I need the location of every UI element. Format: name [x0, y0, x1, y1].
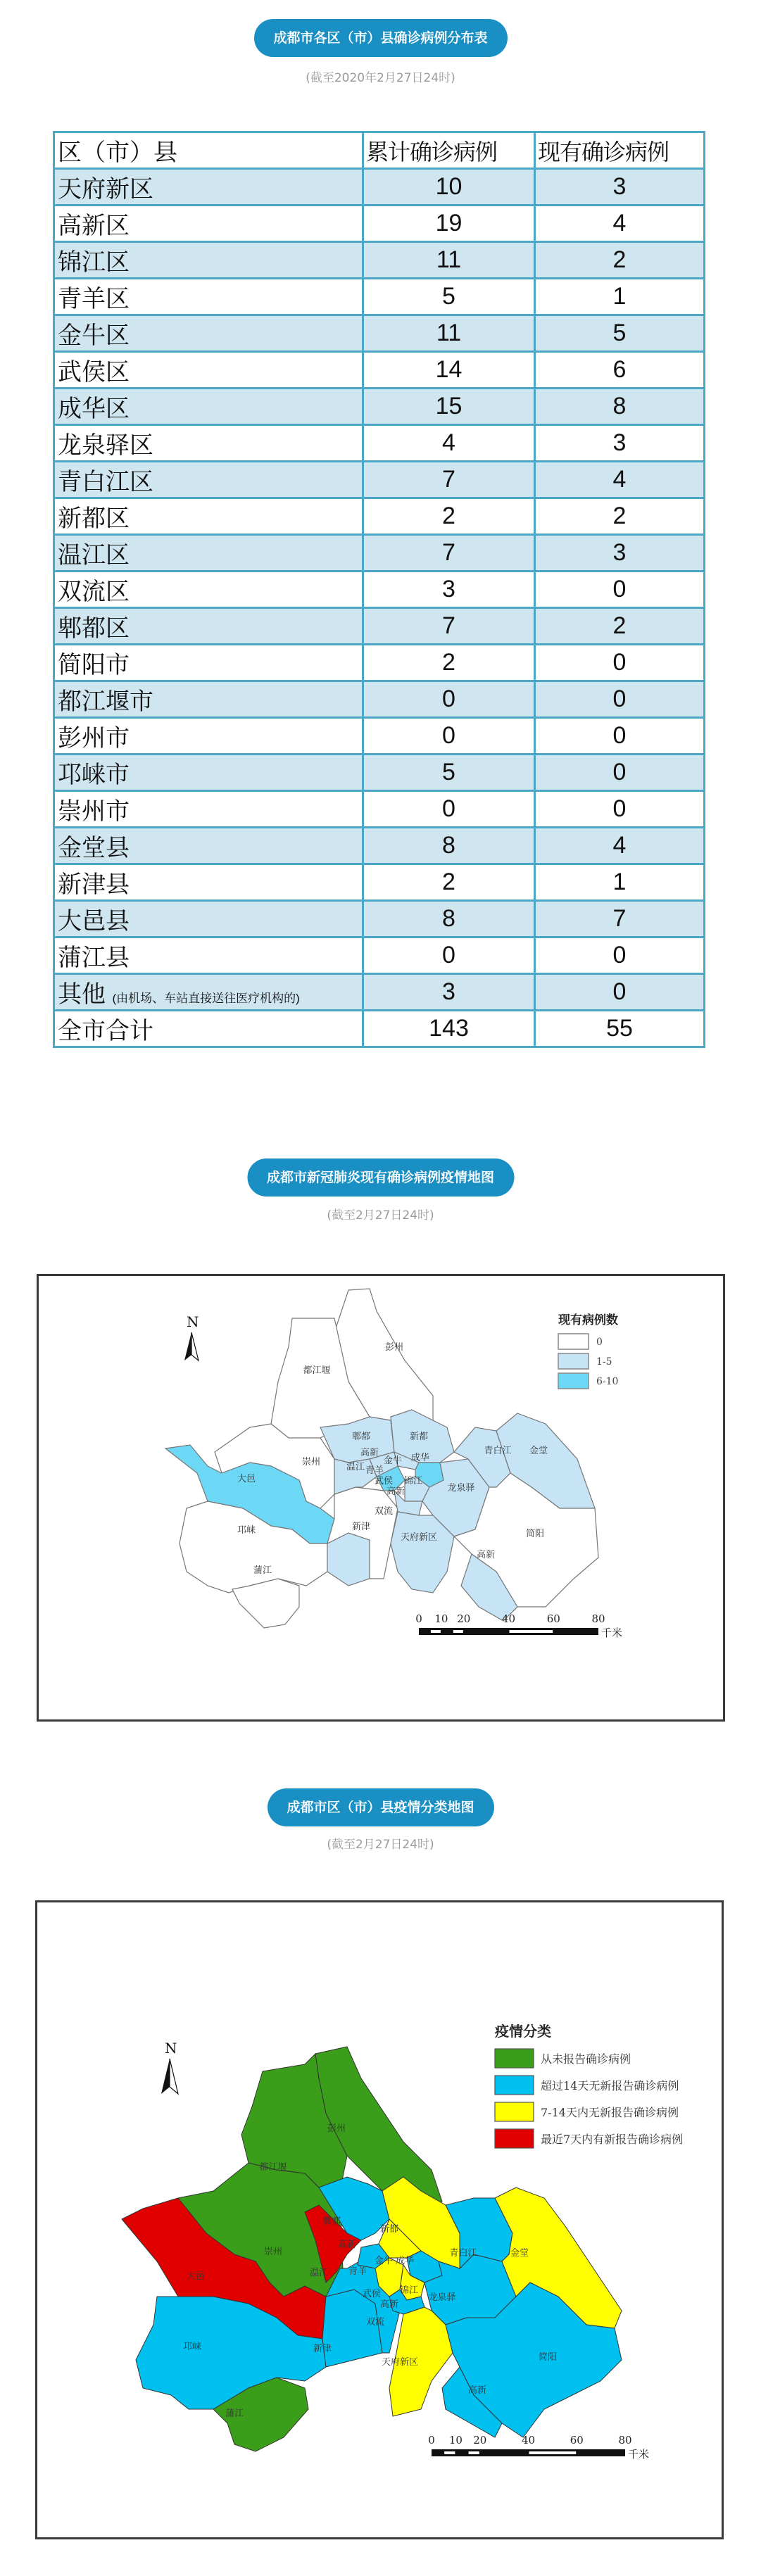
scale-unit: 千米 — [628, 2448, 650, 2461]
table-row — [54, 608, 705, 645]
header-total: 累计确诊病例 — [363, 132, 535, 169]
map1-label: 成华 — [410, 1453, 430, 1463]
current-cases: 5 — [535, 315, 705, 352]
grand-current: 55 — [535, 1011, 705, 1047]
table-total-row — [54, 1011, 705, 1047]
map1-label: 武侯 — [374, 1476, 394, 1486]
district-name — [54, 864, 363, 901]
total-cases: 11 — [363, 315, 535, 352]
scale-bar-segment — [469, 2451, 479, 2454]
current-cases: 0 — [535, 755, 705, 791]
map2-label: 简阳 — [538, 2352, 558, 2363]
current-cases: 3 — [535, 535, 705, 572]
total-cases: 8 — [363, 901, 535, 937]
map1-label: 高新 — [360, 1448, 379, 1458]
north-label-2: N — [165, 2040, 177, 2057]
map1-label: 崇州 — [301, 1457, 321, 1467]
map1-label: 双流 — [374, 1506, 394, 1517]
total-cases: 2 — [363, 498, 535, 535]
map2-label: 双流 — [365, 2317, 385, 2328]
map2-label: 都江堰 — [259, 2162, 287, 2173]
current-cases: 0 — [535, 937, 705, 974]
total-cases: 3 — [363, 974, 535, 1011]
district-name-text: 武侯区 — [58, 359, 130, 386]
legend-swatch — [558, 1373, 589, 1389]
legend-swatch — [558, 1334, 589, 1349]
section-title-map1: 成都市新冠肺炎现有确诊病例疫情地图 — [247, 1158, 514, 1197]
cases-table — [53, 131, 705, 1048]
map2-label: 天府新区 — [381, 2357, 419, 2368]
table-row — [54, 425, 705, 462]
map1-legend-title: 现有病例数 — [558, 1313, 618, 1327]
legend-swatch — [495, 2129, 534, 2148]
scale-tick: 0 — [428, 2434, 435, 2446]
north-label: N — [187, 1313, 199, 1330]
table-row — [54, 791, 705, 828]
map2-label: 彭州 — [327, 2123, 346, 2134]
map1-label: 新津 — [351, 1522, 371, 1532]
scale-tick: 60 — [546, 1612, 560, 1625]
district-name-text: 天府新区 — [58, 176, 153, 203]
district-name — [54, 352, 363, 389]
district-name — [54, 169, 363, 206]
map1-label: 大邑 — [237, 1474, 256, 1484]
map1-label: 锦江 — [403, 1476, 423, 1486]
map1-label: 郫都 — [351, 1432, 371, 1442]
table-row — [54, 718, 705, 755]
map1-label: 温江 — [346, 1462, 365, 1472]
district-name — [54, 206, 363, 242]
district-name — [54, 462, 363, 498]
total-cases: 14 — [363, 352, 535, 389]
scale-tick: 10 — [434, 1612, 448, 1625]
table-row — [54, 315, 705, 352]
map2-legend-title: 疫情分类 — [495, 2023, 551, 2040]
table-row — [54, 206, 705, 242]
grand-total: 143 — [363, 1011, 535, 1047]
legend-label: 最近7天内有新报告确诊病例 — [541, 2133, 684, 2146]
table-row — [54, 169, 705, 206]
section-title-map2: 成都市区（市）县疫情分类地图 — [267, 1788, 493, 1826]
total-cases: 15 — [363, 389, 535, 425]
legend-label: 6-10 — [596, 1376, 619, 1387]
table-header-row — [54, 132, 705, 169]
total-cases: 2 — [363, 864, 535, 901]
district-name — [54, 242, 363, 279]
table-row — [54, 828, 705, 864]
total-label: 全市合计 — [54, 1011, 363, 1047]
north-arrow-icon — [184, 1313, 199, 1360]
district-name — [54, 901, 363, 937]
map1-legend — [558, 1313, 618, 1389]
map1-label: 青白江 — [484, 1446, 512, 1456]
scale-tick: 40 — [521, 2434, 536, 2446]
district-name-text: 崇州市 — [58, 798, 130, 825]
map1-label: 高新 — [386, 1486, 405, 1497]
map2-label: 锦江 — [399, 2285, 419, 2296]
map2-label: 高新 — [337, 2240, 357, 2250]
map2-label: 龙泉驿 — [428, 2292, 456, 2303]
district-name — [54, 608, 363, 645]
legend-label: 7-14天内无新报告确诊病例 — [541, 2106, 679, 2119]
section-subtitle-table: (截至2020年2月27日24时) — [306, 71, 455, 85]
scale-tick: 10 — [448, 2434, 463, 2446]
total-cases: 3 — [363, 572, 535, 608]
scale-tick: 80 — [591, 1612, 605, 1625]
map1-label: 邛崃 — [237, 1525, 256, 1536]
current-cases: 4 — [535, 462, 705, 498]
legend-swatch — [495, 2076, 534, 2095]
district-name-text: 彭州市 — [58, 725, 130, 752]
table-row — [54, 645, 705, 681]
district-name — [54, 315, 363, 352]
map2-label: 成华 — [395, 2256, 415, 2266]
current-cases: 3 — [535, 169, 705, 206]
district-name — [54, 535, 363, 572]
total-cases: 5 — [363, 755, 535, 791]
map1-label: 新都 — [409, 1432, 429, 1442]
current-cases: 0 — [535, 791, 705, 828]
map2-label: 大邑 — [186, 2271, 206, 2282]
district-name — [54, 791, 363, 828]
table-row — [54, 864, 705, 901]
district-name-text: 青白江区 — [58, 469, 153, 495]
map2-frame — [35, 1900, 724, 2539]
district-name — [54, 645, 363, 681]
district-name — [54, 828, 363, 864]
district-name-text: 新津县 — [58, 871, 130, 898]
map2-label: 青白江 — [449, 2248, 477, 2259]
table-row — [54, 242, 705, 279]
scale-bar-body — [432, 2449, 625, 2456]
table-row — [54, 352, 705, 389]
district-name-text: 龙泉驿区 — [58, 432, 153, 459]
map1-frame — [37, 1274, 725, 1722]
district-name-text: 温江区 — [58, 542, 130, 569]
map1-region-xinjin — [327, 1533, 370, 1586]
map1-label: 彭州 — [384, 1342, 404, 1353]
map2-label: 青羊 — [348, 2266, 367, 2277]
map2-label: 金牛 — [374, 2256, 394, 2266]
total-cases: 8 — [363, 828, 535, 864]
current-cases: 1 — [535, 279, 705, 315]
table-row — [54, 901, 705, 937]
legend-label: 1-5 — [596, 1356, 612, 1368]
district-name — [54, 755, 363, 791]
current-cases: 0 — [535, 718, 705, 755]
district-name — [54, 572, 363, 608]
map2-label: 高新 — [379, 2299, 399, 2310]
map1-label: 金牛 — [383, 1456, 403, 1466]
current-cases: 0 — [535, 572, 705, 608]
map2-label: 郫都 — [322, 2216, 341, 2227]
table-row — [54, 535, 705, 572]
map1-label: 高新 — [476, 1550, 496, 1560]
total-cases: 5 — [363, 279, 535, 315]
district-name — [54, 425, 363, 462]
current-cases: 2 — [535, 242, 705, 279]
map1-label: 金堂 — [529, 1446, 548, 1456]
scale-tick: 20 — [473, 2434, 487, 2446]
current-cases: 7 — [535, 901, 705, 937]
table-row — [54, 572, 705, 608]
current-cases: 6 — [535, 352, 705, 389]
map2-scale-bar — [428, 2434, 649, 2461]
section-title-table: 成都市各区（市）县确诊病例分布表 — [253, 19, 507, 57]
district-name-text: 青羊区 — [58, 286, 130, 312]
table-row — [54, 279, 705, 315]
map2-label: 金堂 — [510, 2248, 529, 2259]
map2-label: 温江 — [309, 2268, 329, 2278]
district-name-text: 双流区 — [58, 579, 130, 605]
table-row — [54, 974, 705, 1011]
current-cases: 0 — [535, 974, 705, 1011]
district-name — [54, 279, 363, 315]
total-cases: 7 — [363, 462, 535, 498]
map1-label: 蒲江 — [253, 1565, 272, 1576]
district-name-text: 蒲江县 — [58, 945, 130, 971]
legend-label: 从未报告确诊病例 — [541, 2052, 631, 2066]
map2-svg — [37, 1902, 722, 2537]
district-name-text: 新都区 — [58, 505, 130, 532]
scale-bar-body — [419, 1628, 598, 1635]
district-name-text: 高新区 — [58, 213, 130, 239]
table-row — [54, 681, 705, 718]
scale-tick: 20 — [457, 1612, 471, 1625]
map2-label: 武侯 — [362, 2289, 382, 2299]
district-name-text: 简阳市 — [58, 652, 130, 678]
current-cases: 2 — [535, 608, 705, 645]
total-cases: 0 — [363, 681, 535, 718]
scale-bar-segment — [510, 1630, 553, 1633]
district-name — [54, 389, 363, 425]
total-cases: 11 — [363, 242, 535, 279]
district-name — [54, 937, 363, 974]
district-name-text: 金堂县 — [58, 835, 130, 861]
map2-label: 高新 — [467, 2385, 487, 2396]
district-name — [54, 974, 363, 1011]
scale-tick: 60 — [570, 2434, 584, 2446]
header-district: 区（市）县 — [54, 132, 363, 169]
total-cases: 0 — [363, 791, 535, 828]
section-subtitle-map1: (截至2月27日24时) — [327, 1208, 434, 1223]
scale-tick: 40 — [501, 1612, 516, 1625]
north-arrow-icon — [161, 2040, 178, 2094]
district-name — [54, 498, 363, 535]
current-cases: 4 — [535, 206, 705, 242]
current-cases: 0 — [535, 681, 705, 718]
scale-unit: 千米 — [601, 1627, 623, 1639]
map2-label: 崇州 — [263, 2247, 283, 2257]
scale-bar-segment — [431, 1630, 441, 1633]
map2-label: 新津 — [313, 2344, 332, 2354]
map1-scale-bar — [415, 1612, 622, 1639]
district-name — [54, 681, 363, 718]
total-cases: 0 — [363, 937, 535, 974]
legend-swatch — [558, 1353, 589, 1369]
map1-label: 龙泉驿 — [447, 1483, 475, 1494]
map1-label: 都江堰 — [303, 1365, 331, 1376]
map2-label: 蒲江 — [225, 2408, 244, 2419]
total-cases: 7 — [363, 535, 535, 572]
map1-label: 青羊 — [365, 1465, 384, 1476]
scale-tick: 80 — [618, 2434, 632, 2446]
table-row — [54, 462, 705, 498]
map2-legend — [495, 2023, 683, 2148]
district-name-text: 其他 — [58, 981, 106, 1008]
current-cases: 2 — [535, 498, 705, 535]
district-name-text: 锦江区 — [58, 249, 130, 276]
total-cases: 7 — [363, 608, 535, 645]
legend-label: 超过14天无新报告确诊病例 — [541, 2079, 679, 2092]
total-cases: 10 — [363, 169, 535, 206]
total-cases: 2 — [363, 645, 535, 681]
current-cases: 4 — [535, 828, 705, 864]
scale-bar-segment — [453, 1630, 463, 1633]
legend-label: 0 — [596, 1337, 603, 1348]
district-name-text: 金牛区 — [58, 322, 130, 349]
map1-label: 天府新区 — [400, 1532, 438, 1543]
section-subtitle-map2: (截至2月27日24时) — [327, 1838, 434, 1852]
header-current: 现有确诊病例 — [535, 132, 705, 169]
district-name — [54, 718, 363, 755]
district-note: (由机场、车站直接送往医疗机构的) — [112, 992, 300, 1005]
legend-swatch — [495, 2049, 534, 2068]
total-cases: 4 — [363, 425, 535, 462]
total-cases: 19 — [363, 206, 535, 242]
scale-bar-segment — [444, 2451, 455, 2454]
map1-svg — [39, 1276, 723, 1719]
district-name-text: 成华区 — [58, 396, 130, 422]
map2-label: 新都 — [379, 2224, 399, 2235]
table-row — [54, 937, 705, 974]
district-name-text: 郫都区 — [58, 615, 130, 642]
district-name-text: 邛崃市 — [58, 762, 130, 788]
table-row — [54, 389, 705, 425]
current-cases: 3 — [535, 425, 705, 462]
legend-swatch — [495, 2102, 534, 2121]
current-cases: 0 — [535, 645, 705, 681]
scale-tick: 0 — [415, 1612, 422, 1625]
table-row — [54, 498, 705, 535]
total-cases: 0 — [363, 718, 535, 755]
district-name-text: 都江堰市 — [58, 688, 153, 715]
scale-bar-segment — [529, 2451, 577, 2454]
current-cases: 8 — [535, 389, 705, 425]
table-row — [54, 755, 705, 791]
map1-label: 简阳 — [525, 1529, 545, 1539]
map2-label: 邛崃 — [182, 2342, 202, 2352]
district-name-text: 大邑县 — [58, 908, 130, 935]
current-cases: 1 — [535, 864, 705, 901]
